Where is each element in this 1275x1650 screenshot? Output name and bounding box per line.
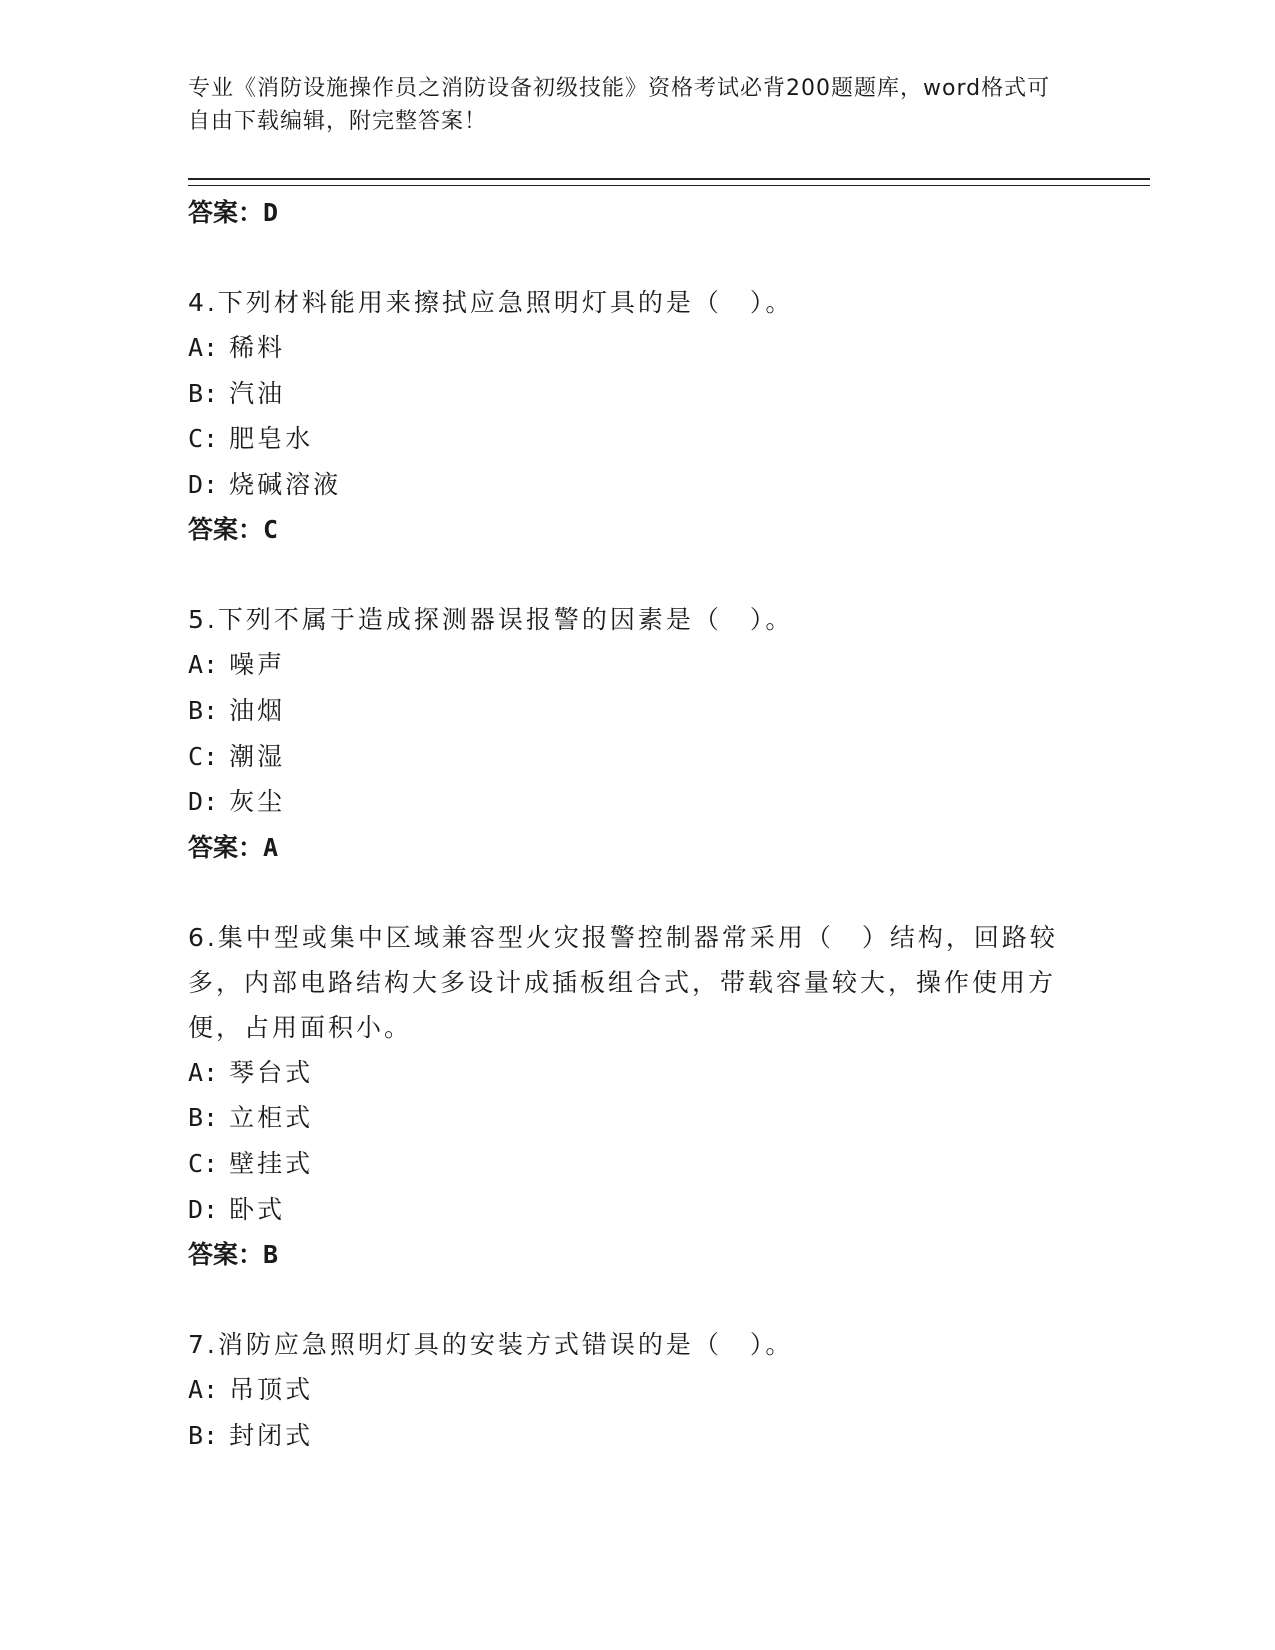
- option-letter: A:: [188, 1057, 219, 1087]
- answer-option: [188, 371, 1068, 417]
- option-letter: D:: [188, 469, 219, 499]
- question-block: [188, 1322, 1068, 1458]
- option-text: 封闭式: [229, 1420, 314, 1450]
- question-block: [188, 280, 1068, 553]
- option-text: 肥皂水: [229, 424, 314, 454]
- questions-container: [188, 280, 1068, 1458]
- header-text: 专业《消防设施操作员之消防设备初级技能》资格考试必背200题题库，word格式可自由下载编辑，附完整答案！: [188, 76, 1051, 134]
- option-letter: A:: [188, 650, 219, 680]
- answer-line: 答案：C: [188, 515, 279, 545]
- answer-option: [188, 416, 1068, 462]
- option-text: 灰尘: [229, 787, 286, 817]
- option-letter: C:: [188, 741, 219, 771]
- option-letter: C:: [188, 1148, 219, 1178]
- answer-line: 答案：B: [188, 1240, 279, 1270]
- answer-option: [188, 1095, 1068, 1141]
- answer-option: [188, 1413, 1068, 1459]
- question-block: [188, 597, 1068, 870]
- question-stem: 7.消防应急照明灯具的安装方式错误的是（ ）。: [188, 1330, 794, 1360]
- option-letter: B:: [188, 378, 219, 408]
- answer-option: [188, 642, 1068, 688]
- answer-line: 答案：A: [188, 832, 279, 862]
- answer-option: [188, 1367, 1068, 1413]
- header-divider: [188, 178, 1150, 186]
- answer-option: [188, 1187, 1068, 1233]
- option-text: 烧碱溶液: [229, 469, 342, 499]
- option-letter: D:: [188, 1194, 219, 1224]
- option-letter: B:: [188, 695, 219, 725]
- answer-option: [188, 1050, 1068, 1096]
- option-letter: B:: [188, 1420, 219, 1450]
- option-text: 噪声: [229, 650, 286, 680]
- option-text: 壁挂式: [229, 1148, 314, 1178]
- question-list: [188, 190, 1068, 1458]
- option-text: 卧式: [229, 1194, 286, 1224]
- option-text: 油烟: [229, 695, 286, 725]
- answer-option: [188, 1141, 1068, 1187]
- option-letter: A:: [188, 333, 219, 362]
- answer-option: [188, 462, 1068, 508]
- option-text: 汽油: [229, 378, 286, 408]
- question-stem: 6.集中型或集中区域兼容型火灾报警控制器常采用（ ）结构，回路较多，内部电路结构大多设计成插板组合式，带载容量较大，操作使用方便，占用面积小。: [188, 922, 1058, 1042]
- question-block: [188, 915, 1068, 1278]
- answer-option: [188, 734, 1068, 780]
- option-text: 琴台式: [229, 1057, 314, 1087]
- option-letter: D:: [188, 787, 219, 817]
- option-text: 立柜式: [229, 1103, 314, 1133]
- option-text: 稀料: [229, 333, 286, 362]
- answer-line: 答案：D: [188, 198, 279, 227]
- document-header: [188, 72, 1068, 138]
- option-letter: C:: [188, 424, 219, 454]
- answer-option: [188, 325, 1068, 371]
- question-stem: 5.下列不属于造成探测器误报警的因素是（ ）。: [188, 605, 794, 635]
- option-text: 潮湿: [229, 741, 286, 771]
- answer-option: [188, 779, 1068, 825]
- option-letter: A:: [188, 1375, 219, 1405]
- question-stem: 4.下列材料能用来擦拭应急照明灯具的是（ ）。: [188, 288, 794, 317]
- option-text: 吊顶式: [229, 1375, 314, 1405]
- answer-option: [188, 688, 1068, 734]
- option-letter: B:: [188, 1103, 219, 1133]
